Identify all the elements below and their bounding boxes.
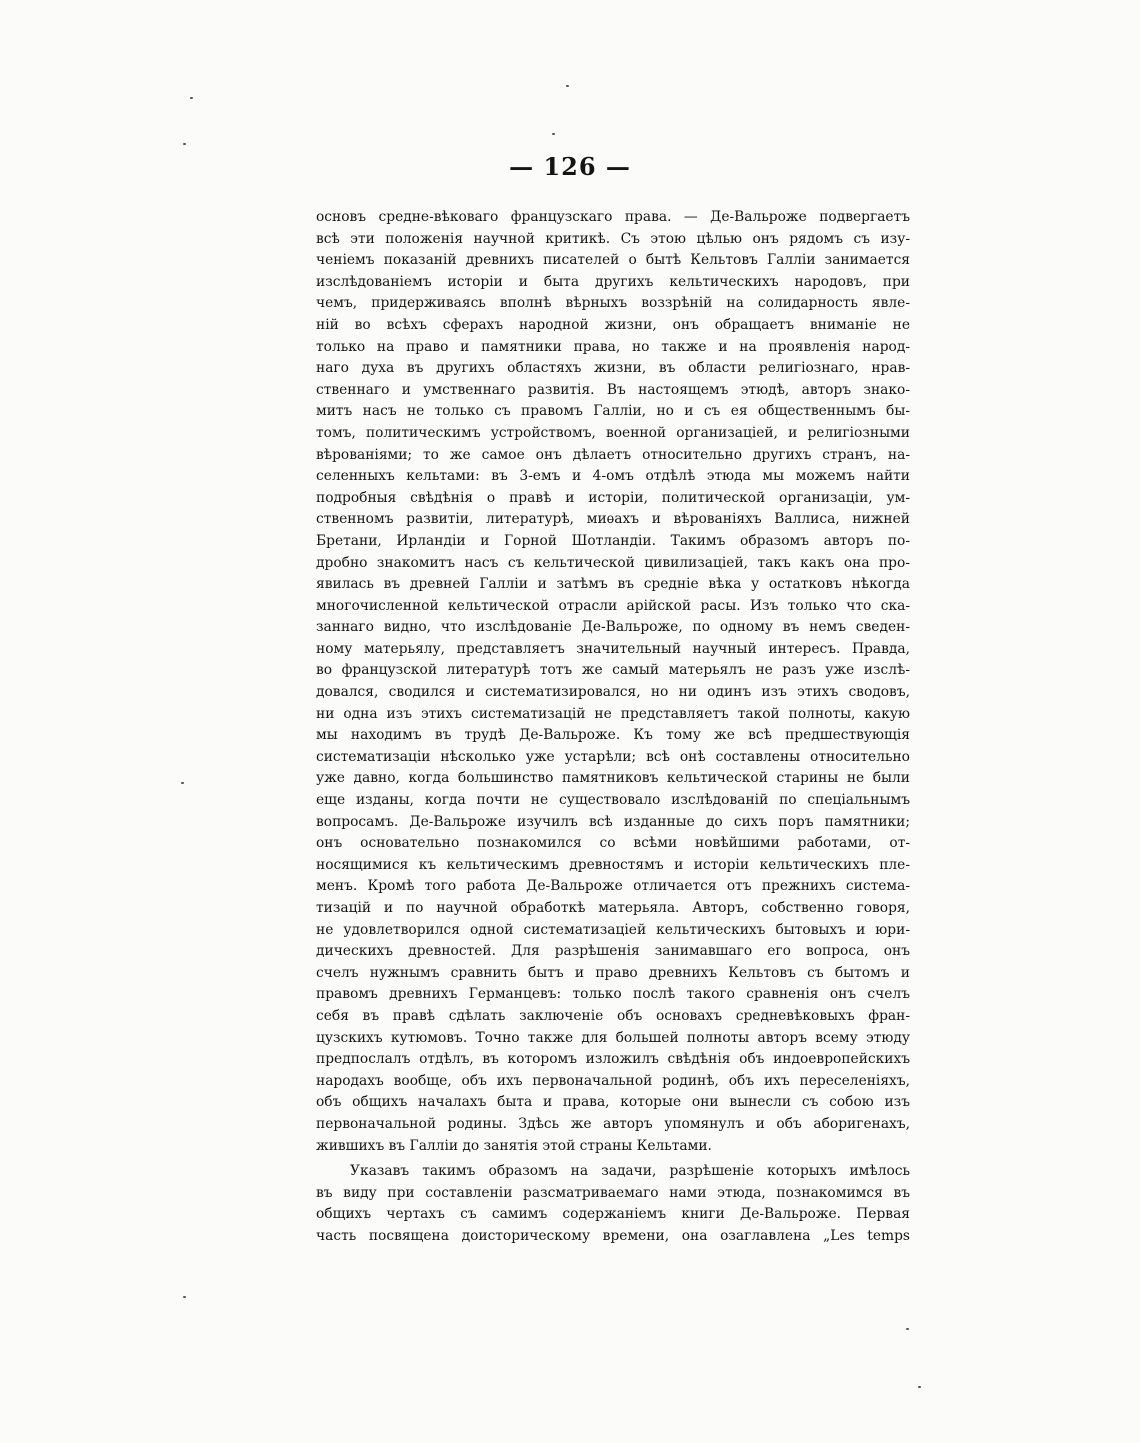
text-line: не удовлетворился одной систематизаціей кельтическихъ бытовыхъ и юри-	[316, 921, 910, 938]
text-line: общихъ чертахъ съ самимъ содержаніемъ книги Де-Вальроже. Первая	[316, 1206, 910, 1223]
text-line: изслѣдованіемъ исторіи и быта другихъ кельтическихъ народовъ, при	[316, 273, 910, 290]
text-line: ственномъ развитіи, литературѣ, миѳахъ и вѣрованіяхъ Валлиса, нижней	[316, 511, 910, 528]
text-line: во французской литературѣ тотъ же самый матерьялъ не разъ уже изслѣ-	[316, 662, 910, 679]
text-line: часть посвящена доисторическому времени, она озаглавлена „Les temps	[316, 1227, 910, 1244]
text-line: предпослалъ отдѣлъ, въ которомъ изложилъ свѣдѣнія объ индоевропейскихъ	[316, 1051, 910, 1068]
text-line: вѣрованіями; то же самое онъ дѣлаетъ относительно другихъ странъ, на-	[316, 446, 910, 463]
text-line: явилась въ древней Галліи и затѣмъ въ средніе вѣка у остатковъ нѣкогда	[316, 576, 910, 593]
scan-speck	[918, 1386, 921, 1388]
text-line: народахъ вообще, объ ихъ первоначальной родинѣ, объ ихъ переселеніяхъ,	[316, 1072, 910, 1089]
text-line: многочисленной кельтической отрасли арійской расы. Изъ только что ска-	[316, 597, 910, 614]
text-line: митъ насъ не только съ правомъ Галліи, но и съ ея общественнымъ бы-	[316, 403, 910, 420]
text-line: основъ средне-вѣковаго французскаго права. — Де-Вальроже подвергаетъ	[316, 209, 910, 225]
text-line: ственнаго и умственнаго развитія. Въ настоящемъ этюдѣ, авторъ знако-	[316, 381, 910, 398]
text-line: онъ основательно познакомился со всѣми новѣйшими работами, от-	[316, 835, 910, 852]
text-line: подробныя свѣдѣнія о правѣ и исторіи, политической организаціи, ум-	[316, 489, 910, 506]
text-line: правомъ древнихъ Германцевъ: только послѣ такого сравненія онъ счелъ	[316, 986, 910, 1003]
text-line: цузскихъ кутюмовъ. Точно также для большей полноты авторъ всему этюду	[316, 1029, 910, 1046]
text-line: только на право и памятники права, но также и на проявленія народ-	[316, 338, 910, 355]
scan-speck	[566, 85, 569, 87]
scan-speck	[190, 97, 193, 99]
text-line: еще изданы, когда почти не существовало изслѣдованій по спеціальнымъ	[316, 792, 910, 809]
text-line: чемъ, придерживаясь вполнѣ вѣрныхъ воззрѣній на солидарность явле-	[316, 295, 910, 312]
text-line: селенныхъ кельтами: въ 3-емъ и 4-омъ отдѣлѣ этюда мы можемъ найти	[316, 468, 910, 485]
text-line: томъ, политическимъ устройствомъ, военной организаціей, и религіозными	[316, 424, 910, 441]
scan-speck	[552, 133, 555, 135]
text-line: всѣ эти положенія научной критикѣ. Съ этою цѣлью онъ рядомъ съ изу-	[316, 230, 910, 247]
text-line: Указавъ такимъ образомъ на задачи, разрѣшеніе которыхъ имѣлось	[350, 1163, 910, 1180]
text-line: первоначальной родины. Здѣсь же авторъ упомянулъ и объ аборигенахъ,	[316, 1115, 910, 1132]
text-line: тизацій и по научной обработкѣ матерьяла. Авторъ, собственно говоря,	[316, 900, 910, 916]
text-line: мы находимъ въ трудѣ Де-Вальроже. Къ тому же всѣ предшествующія	[316, 727, 910, 744]
text-line: дическихъ древностей. Для разрѣшенія занимавшаго его вопроса, онъ	[316, 943, 910, 960]
text-line: въ виду при составленіи разсматриваемаго нами этюда, познакомимся въ	[316, 1184, 910, 1201]
text-line: ни одна изъ этихъ систематизацій не представляетъ такой полноты, какую	[316, 705, 910, 722]
text-line: довался, сводился и систематизировался, но ни одинъ изъ этихъ сводовъ,	[316, 684, 910, 701]
text-line: носящимися къ кельтическимъ древностямъ и исторіи кельтическихъ пле-	[316, 856, 910, 873]
paragraph-1	[316, 207, 910, 1157]
text-line: заннаго видно, что изслѣдованіе Де-Вальроже, по одному въ немъ сведен-	[316, 619, 910, 636]
scan-speck	[906, 1328, 909, 1330]
scan-speck	[183, 1296, 186, 1298]
text-line: дробно знакомитъ насъ съ кельтической цивилизаціей, такъ какъ она про-	[316, 554, 910, 571]
text-line: уже давно, когда большинство памятниковъ кельтической старины не были	[316, 770, 910, 787]
text-line: ній во всѣхъ сферахъ народной жизни, онъ обращаетъ вниманіе не	[316, 316, 910, 333]
text-line: счелъ нужнымъ сравнить бытъ и право древнихъ Кельтовъ съ бытомъ и	[316, 964, 910, 981]
text-line: систематизаціи нѣсколько уже устарѣли; всѣ онѣ составлены относительно	[316, 748, 910, 765]
text-line: Бретани, Ирландіи и Горной Шотландіи. Такимъ образомъ авторъ по-	[316, 532, 910, 549]
body-text	[316, 207, 910, 1248]
scan-speck	[181, 782, 184, 784]
text-line: вопросамъ. Де-Вальроже изучилъ всѣ изданные до сихъ поръ памятники;	[316, 813, 910, 830]
scan-speck	[183, 143, 186, 145]
page-number: — 126 —	[509, 152, 631, 181]
text-line: ному матерьялу, представляетъ значительный научный интересъ. Правда,	[316, 640, 910, 657]
paragraph-2	[316, 1161, 910, 1247]
text-line: объ общихъ началахъ быта и права, которые они вынесли съ собою изъ	[316, 1094, 910, 1111]
text-line: менъ. Кромѣ того работа Де-Вальроже отличается отъ прежнихъ система-	[316, 878, 910, 895]
text-line: жившихъ въ Галліи до занятія этой страны Кельтами.	[316, 1137, 712, 1154]
text-line: ченіемъ показаній древнихъ писателей о бытѣ Кельтовъ Галліи занимается	[316, 252, 910, 269]
text-line: наго духа въ другихъ областяхъ жизни, въ области религіознаго, нрав-	[316, 360, 910, 377]
text-line: себя въ правѣ сдѣлать заключеніе объ основахъ средневѣковыхъ фран-	[316, 1007, 910, 1024]
